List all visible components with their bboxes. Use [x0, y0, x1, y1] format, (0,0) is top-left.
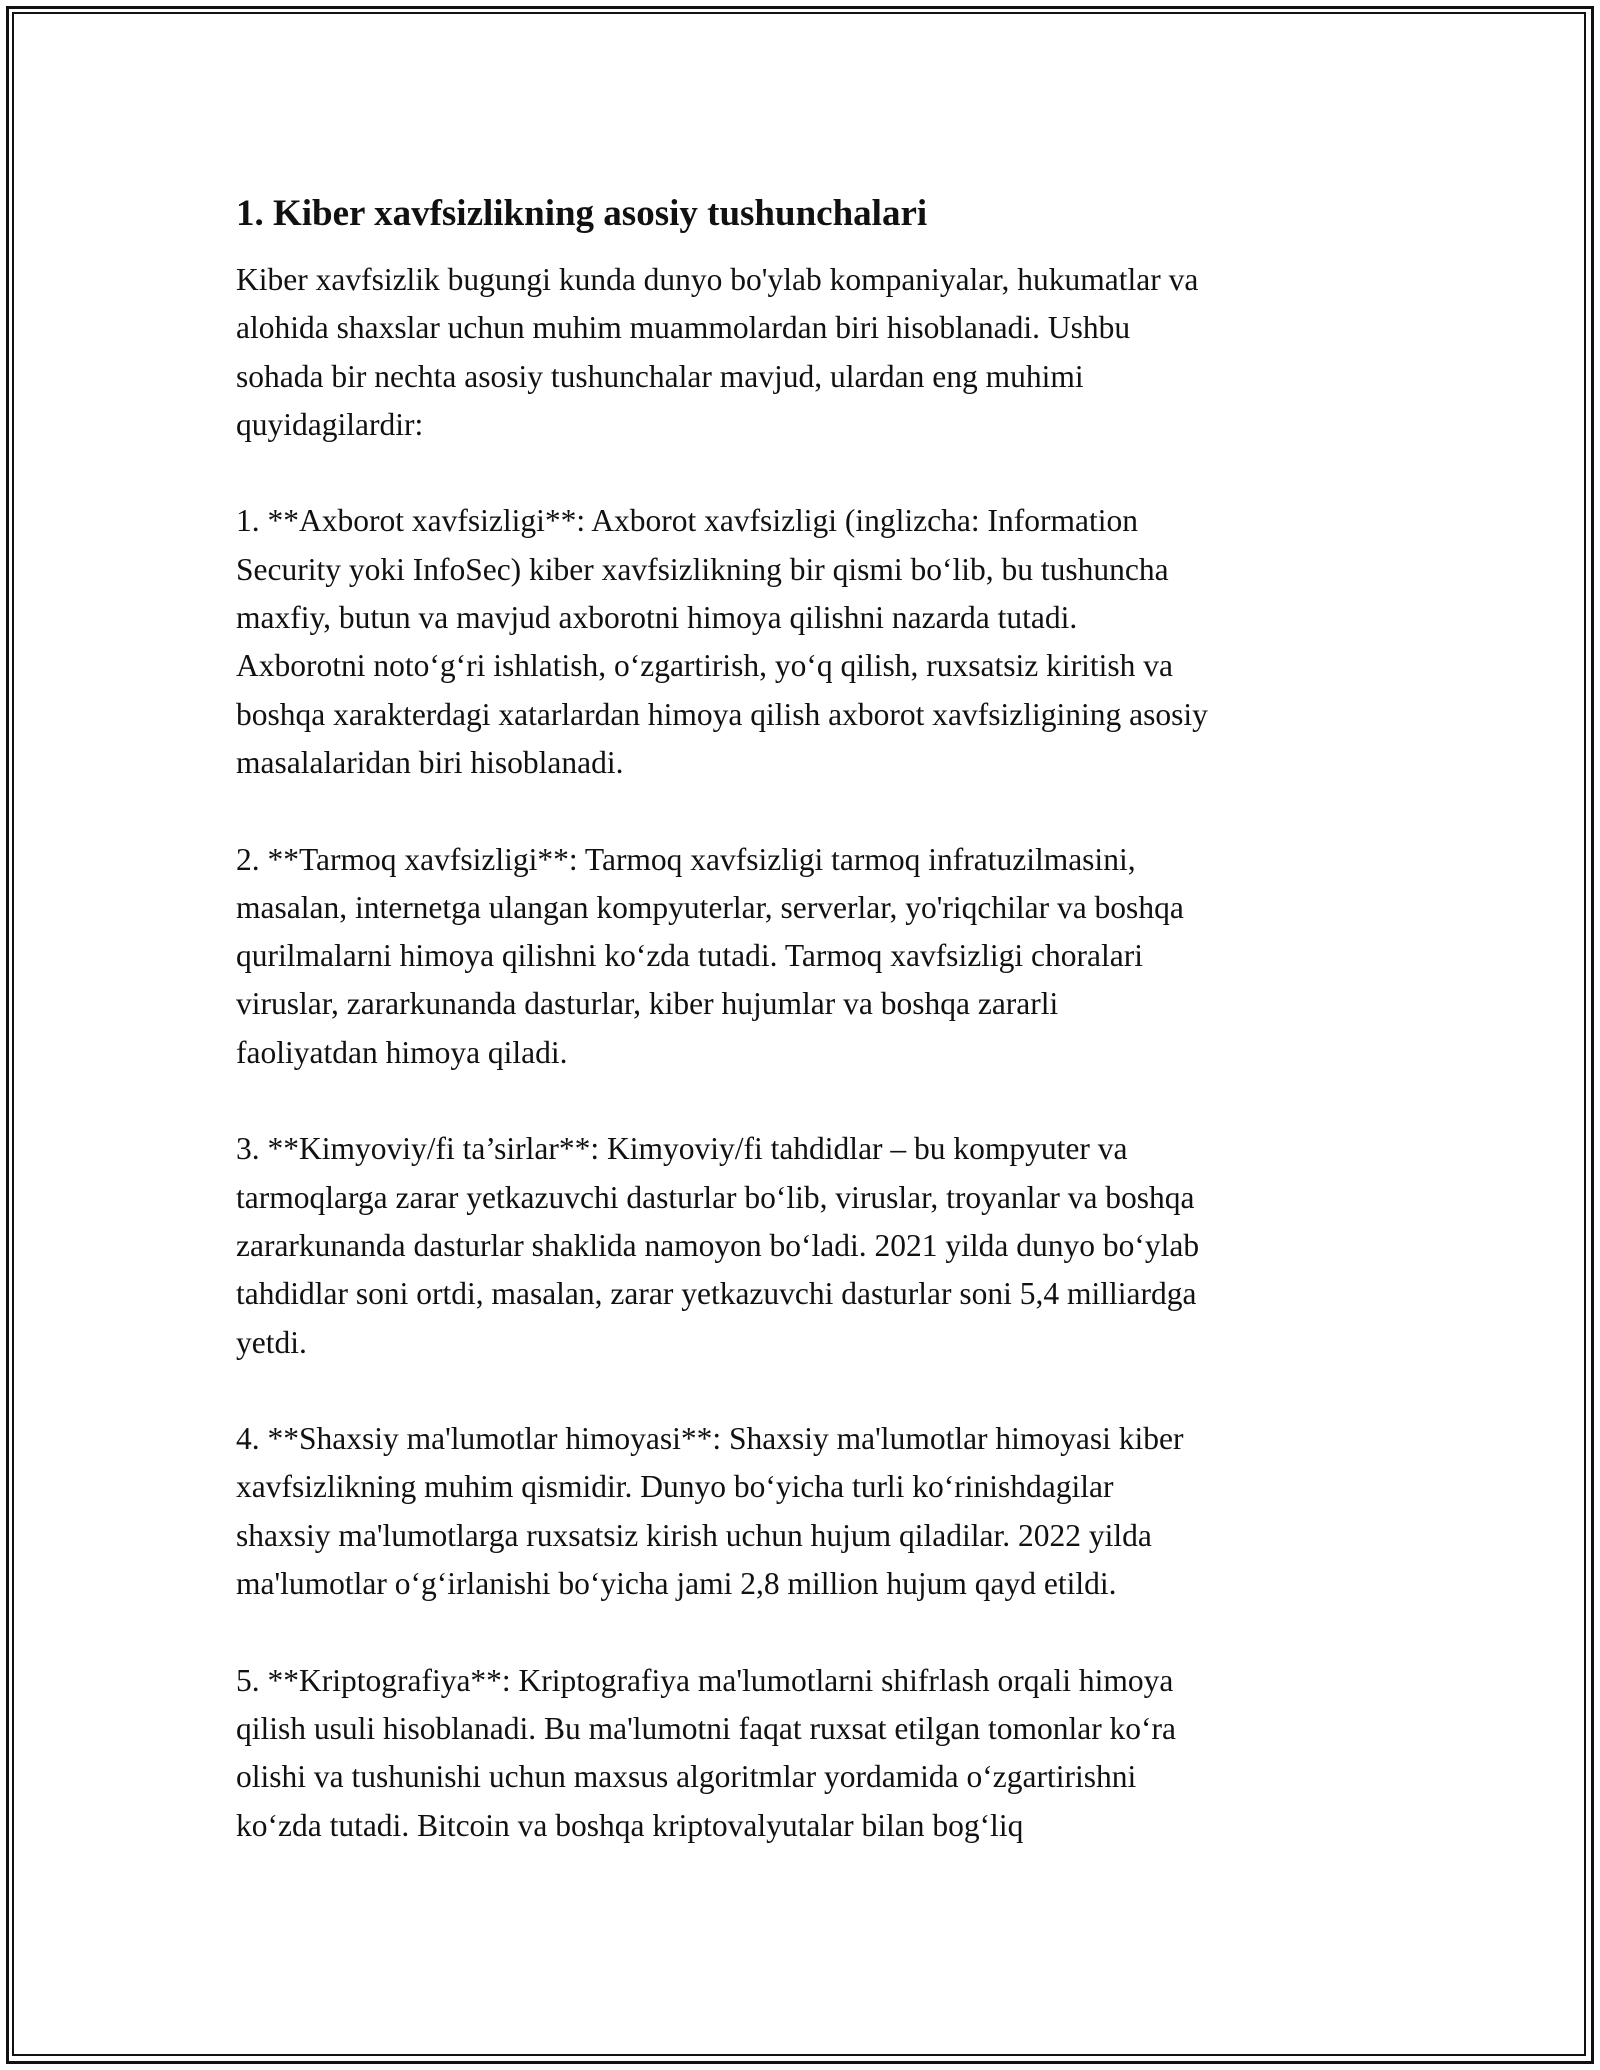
text-line: boshqa xarakterdagi xatarlardan himoya qilish axborot xavfsizligining asosiy [236, 696, 1208, 732]
text-line: quyidagilardir: [236, 406, 424, 442]
text-line: 4. **Shaxsiy ma'lumotlar himoyasi**: Shaxsiy ma'lumotlar himoyasi kiber [236, 1421, 1184, 1457]
text-line: zararkunanda dasturlar shaklida namoyon bo‘ladi. 2021 yilda dunyo bo‘ylab [236, 1227, 1200, 1263]
section-network-security [236, 836, 1386, 1077]
text-line: 2. **Tarmoq xavfsizligi**: Tarmoq xavfsizligi tarmoq infratuzilmasini, [236, 841, 1136, 877]
section-cryptography [236, 1657, 1386, 1850]
section-information-security [236, 497, 1386, 787]
text-line: olishi va tushunishi uchun maxsus algoritmlar yordamida o‘zgartirishni [236, 1759, 1137, 1795]
text-line: yetdi. [236, 1324, 307, 1360]
text-line: shaxsiy ma'lumotlarga ruxsatsiz kirish uchun hujum qiladilar. 2022 yilda [236, 1517, 1152, 1553]
text-line: qilish usuli hisoblanadi. Bu ma'lumotni faqat ruxsat etilgan tomonlar ko‘ra [236, 1710, 1177, 1746]
text-line: maxfiy, butun va mavjud axborotni himoya qilishni nazarda tutadi. [236, 600, 1078, 636]
text-line: masalalaridan biri hisoblanadi. [236, 744, 624, 780]
text-line: tahdidlar soni ortdi, masalan, zarar yetkazuvchi dasturlar soni 5,4 milliardga [236, 1276, 1197, 1312]
text-line: qurilmalarni himoya qilishni ko‘zda tutadi. Tarmoq xavfsizligi choralari [236, 938, 1143, 974]
text-line: viruslar, zararkunanda dasturlar, kiber hujumlar va boshqa zararli [236, 986, 1059, 1022]
section-threats [236, 1125, 1386, 1366]
text-line: tarmoqlarga zarar yetkazuvchi dasturlar bo‘lib, viruslar, troyanlar va boshqa [236, 1179, 1195, 1215]
intro-paragraph [236, 256, 1386, 449]
text-line: masalan, internetga ulangan kompyuterlar, serverlar, yo'riqchilar va boshqa [236, 889, 1184, 925]
text-line: Security yoki InfoSec) kiber xavfsizlikning bir qismi bo‘lib, bu tushuncha [236, 551, 1169, 587]
text-line: alohida shaxslar uchun muhim muammolardan biri hisoblanadi. Ushbu [236, 310, 1131, 346]
section-personal-data-protection [236, 1415, 1386, 1608]
text-line: sohada bir nechta asosiy tushunchalar mavjud, ulardan eng muhimi [236, 358, 1084, 394]
text-line: faoliyatdan himoya qiladi. [236, 1034, 568, 1070]
text-line: 1. **Axborot xavfsizligi**: Axborot xavfsizligi (inglizcha: Information [236, 503, 1138, 539]
text-line: xavfsizlikning muhim qismidir. Dunyo bo‘yicha turli ko‘rinishdagilar [236, 1469, 1114, 1505]
text-line: 5. **Kriptografiya**: Kriptografiya ma'lumotlarni shifrlash orqali himoya [236, 1662, 1174, 1698]
document-body [236, 186, 1386, 1898]
text-line: 3. **Kimyoviy/fi ta’sirlar**: Kimyoviy/fi tahdidlar – bu kompyuter va [236, 1131, 1128, 1167]
text-line: Kiber xavfsizlik bugungi kunda dunyo bo'ylab kompaniyalar, hukumatlar va [236, 262, 1199, 297]
text-line: ma'lumotlar o‘g‘irlanishi bo‘yicha jami 2,8 million hujum qayd etildi. [236, 1566, 1117, 1602]
text-line: Axborotni noto‘g‘ri ishlatish, o‘zgartirish, yo‘q qilish, ruxsatsiz kiritish va [236, 648, 1174, 684]
page-title: 1. Kiber xavfsizlikning asosiy tushunchalari [236, 193, 928, 234]
text-line: ko‘zda tutadi. Bitcoin va boshqa kriptovalyutalar bilan bog‘liq [236, 1807, 1024, 1843]
